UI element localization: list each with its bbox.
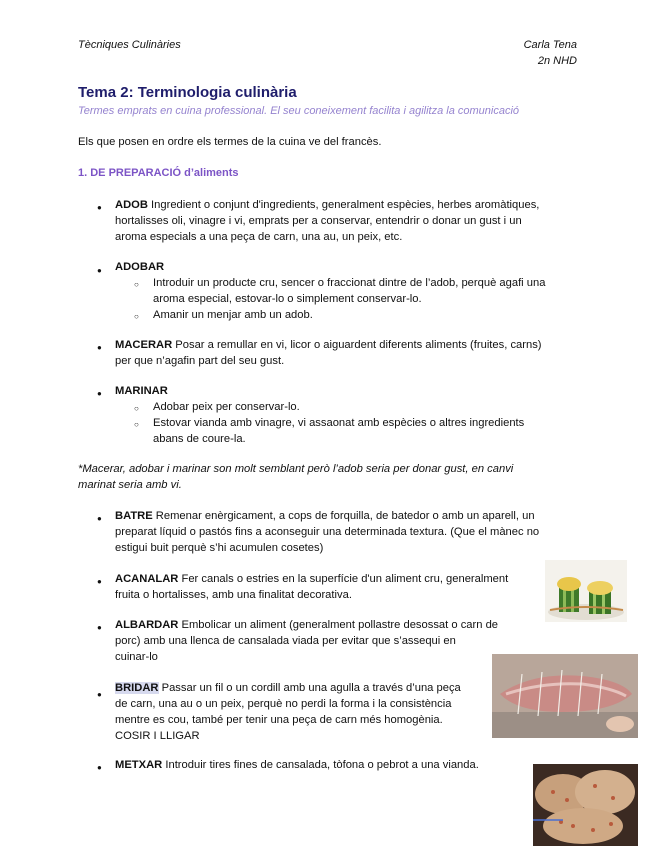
term-adob-line1 — [115, 198, 539, 214]
term-acanalar-line2: fruita o hortalisses, amb una finalitat decorativa. — [115, 589, 352, 601]
term-macerar-line1 — [115, 338, 542, 354]
intro-text: Els que posen en ordre els termes de la cuina ve del francès. — [78, 136, 382, 148]
term-albardar-line3: cuinar-lo — [115, 651, 158, 663]
term-bridar-label: BRIDAR — [115, 682, 159, 694]
page-title: Tema 2: Terminologia culinària — [78, 84, 297, 101]
bullet-dot — [97, 388, 104, 395]
term-metxar-text: Introduir tires fines de cansalada, tòfona o pebrot a una vianda. — [162, 759, 479, 771]
bullet-dot — [97, 762, 104, 769]
term-adobar-sub2: Amanir un menjar amb un adob. — [153, 309, 313, 321]
larded-meat-photo — [533, 764, 638, 846]
term-adob-text: Ingredient o conjunt d'ingredients, generalment espècies, herbes aromàtiques, — [147, 199, 540, 211]
sub-bullet: ○ — [134, 404, 139, 413]
bullet-dot — [97, 342, 104, 349]
sub-bullet: ○ — [134, 312, 139, 321]
term-marinar-sub1: Adobar peix per conservar-lo. — [153, 401, 300, 413]
term-macerar-text: Posar a remullar en vi, licor o aiguardent diferents aliments (fruites, carns) — [172, 339, 542, 351]
bullet-dot — [97, 265, 104, 272]
bullet-dot — [97, 622, 104, 629]
term-bridar-line2: de carn, una au o un peix, perquè no perdi la forma i la consistència — [115, 698, 452, 710]
term-batre-text: Remenar enèrgicament, a cops de forquilla, de batedor o amb un aparell, un — [152, 510, 535, 522]
term-batre-label: BATRE — [115, 510, 153, 522]
term-macerar-line2: per que n’agafin part del seu gust. — [115, 355, 285, 367]
header-class: 2n NHD — [537, 55, 577, 67]
term-marinar-sub2-l2: abans de coure-la. — [153, 433, 246, 445]
term-albardar-label: ALBARDAR — [115, 619, 179, 631]
bullet-dot — [97, 689, 104, 696]
term-acanalar-label: ACANALAR — [115, 573, 179, 585]
term-marinar-sub2-l1: Estovar vianda amb vinagre, vi assaonat amb espècies o altres ingredients — [153, 417, 525, 429]
term-batre-line2: preparat líquid o pastós fins a aconseguir una determinada textura. (Que el mànec no — [115, 526, 540, 538]
term-metxar-line1 — [115, 758, 479, 774]
term-albardar-line1 — [115, 618, 498, 634]
section-heading: 1. DE PREPARACIÓ d’aliments — [78, 167, 239, 179]
bullet-dot — [97, 202, 104, 209]
term-marinar — [115, 384, 168, 400]
zucchini-photo — [545, 560, 627, 622]
term-macerar-label: MACERAR — [115, 339, 173, 351]
term-batre-line3: estigui buit perquè s’hi acumulen cosetes) — [115, 542, 324, 554]
term-acanalar-text: Fer canals o estries en la superfície d'un aliment cru, generalment — [178, 573, 509, 585]
term-adob-line3: aroma especials a una peça de carn, una au, un peix, etc. — [115, 231, 403, 243]
note-line1: *Macerar, adobar i marinar son molt semblant però l’adob seria per donar gust, en canvi — [78, 463, 514, 475]
term-albardar-line2: porc) amb una llenca de cansalada viada per evitar que s’assequi en — [115, 635, 456, 647]
term-bridar-line1 — [115, 681, 461, 697]
sub-bullet: ○ — [134, 280, 139, 289]
term-metxar-label: METXAR — [115, 759, 163, 771]
term-bridar-line3: mentre es cou, també per tenir una peça de carn més homogènia. — [115, 714, 443, 726]
term-bridar-line4: COSIR I LLIGAR — [115, 730, 200, 742]
term-adobar-sub1-l2: aroma especial, estovar-lo o simplement conservar-lo. — [153, 293, 422, 305]
term-adobar-label: ADOBAR — [115, 261, 165, 273]
header-subject: Tècniques Culinàries — [78, 39, 181, 51]
sub-bullet: ○ — [134, 420, 139, 429]
term-adob-label: ADOB — [115, 199, 148, 211]
bullet-dot — [97, 576, 104, 583]
tied-meat-photo — [492, 654, 638, 738]
term-batre-line1 — [115, 509, 535, 525]
term-albardar-text: Embolicar un aliment (generalment pollastre desossat o carn de — [178, 619, 499, 631]
term-adobar-sub1-l1: Introduir un producte cru, sencer o fraccionat dintre de l’adob, perquè agafi una — [153, 277, 546, 289]
page-subtitle: Termes emprats en cuina professional. El seu coneixement facilita i agilitza la comunicació — [78, 105, 520, 117]
header-author: Carla Tena — [523, 39, 577, 51]
term-bridar-text: Passar un fil o un cordill amb una agulla a través d’una peça — [158, 682, 461, 694]
term-acanalar-line1 — [115, 572, 508, 588]
term-adobar — [115, 260, 164, 276]
note-line2: marinat seria amb vi. — [78, 479, 182, 491]
term-adob-line2: hortalisses oli, vinagre i vi, emprats per a conservar, entendrir o donar un gust i un — [115, 215, 522, 227]
term-marinar-label: MARINAR — [115, 385, 168, 397]
bullet-dot — [97, 513, 104, 520]
